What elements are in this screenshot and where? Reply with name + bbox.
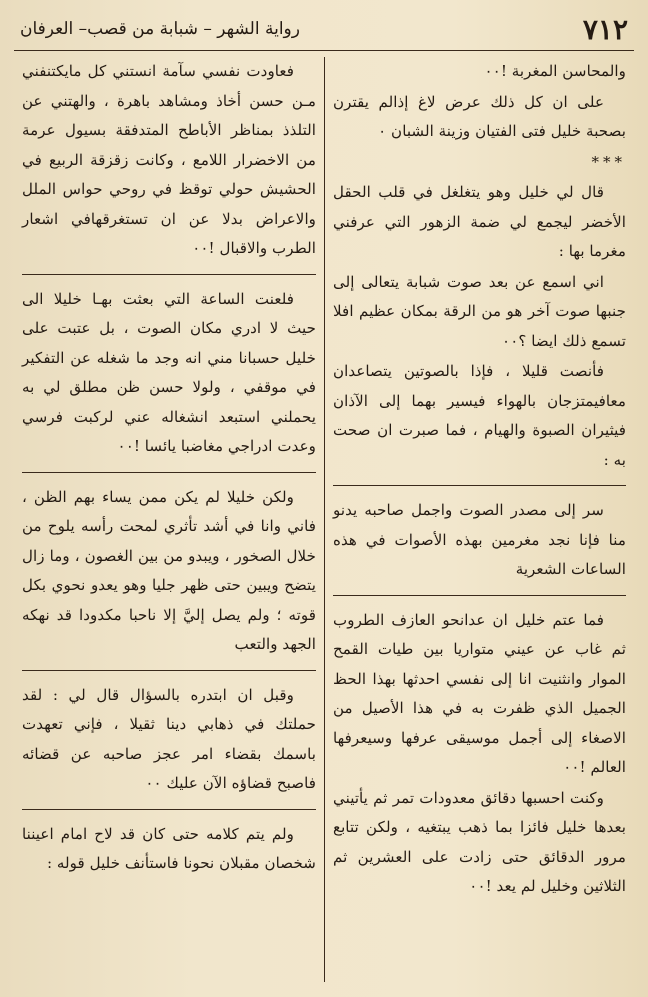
divider	[22, 472, 316, 473]
paragraph: سر إلى مصدر الصوت واجمل صاحبه يدنو منا فإنا نجد مغرمين بهذه الأصوات في هذه الساعات الشعرية	[333, 501, 626, 578]
paragraph: فعاودت نفسي سآمة انستني كل مايكتنفني مـن حسن أخاذ ومشاهد باهرة ، والهتني عن التلذذ بمناظر الأباطح المتدفقة بسيول عرمة من الاخضرار اللامع ، وكانت زقزقة الربيع في الحشيش حولي توقظ في روحي حواس الملل والاعراض بدلا عن ان تستغرقهافي اشعار الطرب والاقبال !٠٠	[22, 62, 316, 257]
text-columns	[14, 57, 634, 982]
divider	[22, 670, 316, 671]
paragraph: فلعنت الساعة التي بعثت بهـا خليلا الى حيث لا ادري مكان الصوت ، بل عتبت على خليل حسبانا مني انه وجد ما شغله عن التفكير في موقفي ، ولولا حسن ظن مطلق لي به يحملني استبعد انشغاله عني لركبت فرسي وعدت ادراجي مغاضبا يائسا !٠٠	[22, 289, 316, 455]
paragraph: فأنصت قليلا ، فإذا بالصوتين يتصاعدان معافيمتزجان بالهواء فيسير بهما إلى الآذان فيثيران الصبوة والهيام ، فما صبرت ان صحت به :	[333, 362, 626, 469]
paragraph: على ان كل ذلك عرض لاغ إذالم يقترن بصحبة خليل فتى الفتيان وزينة الشبان ٠	[333, 92, 626, 140]
running-head: رواية الشهر – شبابة من قصب– العرفان	[20, 19, 300, 39]
paragraph: اني اسمع عن بعد صوت شبابة يتعالى إلى جنبها صوت آخر هو من الرقة بمكان عظيم افلا تسمع ذلك ايضا ؟٠٠	[333, 272, 626, 350]
page-number: ٧١٢	[582, 12, 628, 46]
paragraph: قال لي خليل وهو يتغلغل في قلب الحقل الأخضر ليجمع لي ضمة الزهور التي عرفني مغرما بها :	[333, 183, 626, 260]
left-column	[14, 57, 324, 982]
paragraph: وكنت احسبها دقائق معدودات تمر ثم يأتيني بعدها خليل فائزا بما ذهب يبتغيه ، ولكن تتابع مرور الدقائق حتى زادت على العشرين ثم الثلاثين وخليل لم يعد !٠٠	[333, 788, 626, 895]
divider	[333, 595, 626, 596]
page-header	[14, 10, 634, 51]
paragraph: فما عتم خليل ان عدانحو العازف الطروب ثم غاب عن عيني متواريا بين طيات القمح الموار وانثنيت انا إلى نفسي احدثها بهذا الحظ الجميل الذي ظفرت به في هذا الأصيل من الاصغاء إلى أجمل موسيقى عرفها وسيعرفها العالم !٠٠	[333, 610, 626, 776]
paragraph: والمحاسن المغربة !٠٠	[484, 62, 626, 80]
divider	[22, 809, 316, 810]
paragraph: ولم يتم كلامه حتى كان قد لاح امام اعيننا شخصان مقبلان نحونا فاستأنف خليل قوله :	[22, 824, 316, 872]
paragraph: ولكن خليلا لم يكن ممن يساء بهم الظن ، فاني وانا في أشد تأثري لمحت رأسه يلوح من خلال الصخور ، ويبدو من بين الغصون ، وما زال يتضح ويبين حتى ظهر جليا وهو يعدو نحوي بكل قوته ؛ ولم يصل إليَّ إلا ناحبا مكدودا قد نهكه الجهد والتعب	[22, 487, 316, 653]
divider	[333, 485, 626, 486]
paragraph: وقبل ان ابتدره بالسؤال قال لي : لقد حملتك في ذهابي دينا ثقيلا ، فإني تعهدت باسمك بقضاء امر عجز صاحبه عن قضائه فاصبح قضاؤه الآن عليك ٠٠	[22, 685, 316, 792]
section-separator: ***	[591, 152, 626, 171]
right-column	[324, 57, 634, 982]
divider	[22, 274, 316, 275]
